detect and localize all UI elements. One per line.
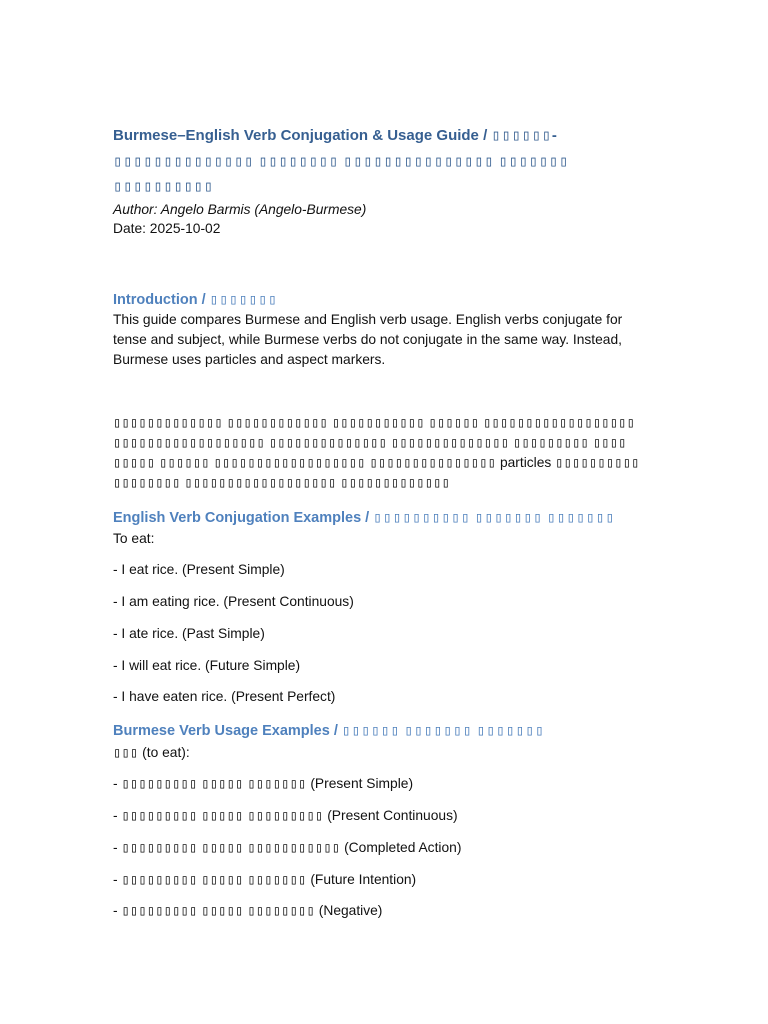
burmese-example-item: - ▯▯▯▯▯▯▯▯▯ ▯▯▯▯▯ ▯▯▯▯▯▯▯▯ (Negative) xyxy=(113,903,383,920)
missing-glyph-run: ▯▯▯▯▯▯▯▯▯▯▯▯▯▯▯▯▯▯ xyxy=(184,475,337,491)
english-example-item: - I have eaten rice. (Present Perfect) xyxy=(113,689,336,705)
document-body xyxy=(113,123,655,921)
missing-glyph-run: ▯▯▯▯▯▯▯ xyxy=(546,509,616,526)
document-title: Burmese–English Verb Conjugation & Usage Guide / ▯▯▯▯▯▯-▯▯▯▯▯▯▯▯▯▯▯▯▯▯ ▯▯▯▯▯▯▯▯ ▯▯▯▯▯▯▯▯▯▯▯▯▯▯▯ ▯▯▯▯▯▯▯ ▯▯▯▯▯▯▯▯▯▯ xyxy=(113,126,570,195)
missing-glyph-run: ▯▯▯▯▯▯▯▯▯▯▯▯▯ xyxy=(113,415,223,431)
heading-english-examples: English Verb Conjugation Examples / ▯▯▯▯▯▯▯▯▯▯ ▯▯▯▯▯▯▯ ▯▯▯▯▯▯▯ xyxy=(113,509,616,526)
missing-glyph-run: ▯▯▯▯▯▯▯▯▯▯ xyxy=(113,177,214,195)
missing-glyph-run: ▯▯▯▯▯▯▯ xyxy=(498,151,570,170)
intro-paragraph-english: This guide compares Burmese and English verb usage. English verbs conjugate for tense and subject, while Burmese verbs do not conjugate in the same way. Instead, Burmese uses particles and aspect markers. xyxy=(113,311,623,367)
english-example-item: - I will eat rice. (Future Simple) xyxy=(113,657,301,673)
missing-glyph-run: ▯▯▯▯▯▯ xyxy=(491,126,552,144)
missing-glyph-run: ▯▯▯▯▯▯▯▯▯ xyxy=(121,808,198,824)
missing-glyph-run: ▯▯▯▯▯▯▯▯ xyxy=(258,151,339,170)
missing-glyph-run: ▯▯▯▯▯▯▯▯▯▯▯▯▯ xyxy=(340,475,451,491)
intro-paragraph-burmese: ▯▯▯▯▯▯▯▯▯▯▯▯▯ ▯▯▯▯▯▯▯▯▯▯▯▯ ▯▯▯▯▯▯▯▯▯▯▯ ▯▯▯▯▯▯ ▯▯▯▯▯▯▯▯▯▯▯▯▯▯▯▯▯▯ ▯▯▯▯▯▯▯▯▯▯▯▯▯▯▯▯▯▯ ▯▯▯▯▯▯▯▯▯▯▯▯▯▯ ▯▯▯▯▯▯▯▯▯▯▯▯▯▯ ▯▯▯▯▯▯▯▯▯ ▯▯▯▯ ▯▯▯▯▯ ▯▯▯▯▯▯ ▯▯▯▯▯▯▯▯▯▯▯▯▯▯▯▯▯▯ ▯▯▯▯▯▯▯▯▯▯▯▯▯▯▯ particles ▯▯▯▯▯▯▯▯▯▯ ▯▯▯▯▯▯▯▯ ▯▯▯▯▯▯▯▯▯▯▯▯▯▯▯▯▯▯ ▯▯▯▯▯▯▯▯▯▯▯▯▯ xyxy=(113,415,640,491)
missing-glyph-run: ▯▯▯▯▯▯▯▯▯▯▯▯▯▯ xyxy=(268,435,388,451)
missing-glyph-run: ▯▯▯▯▯ xyxy=(201,776,244,793)
missing-glyph-run: ▯▯▯▯▯▯▯▯▯▯▯ xyxy=(331,415,425,431)
missing-glyph-run: ▯▯▯▯▯▯▯▯▯▯▯▯▯▯▯ xyxy=(369,455,497,471)
missing-glyph-run: ▯▯▯▯▯▯▯▯▯ xyxy=(121,776,198,793)
missing-glyph-run: ▯▯▯▯▯▯▯▯▯▯▯▯▯▯▯▯▯▯ xyxy=(213,455,366,471)
missing-glyph-run: ▯▯▯▯▯▯▯▯▯▯▯▯▯▯▯▯▯▯ xyxy=(483,415,636,431)
missing-glyph-run: ▯▯▯▯▯ xyxy=(201,808,244,824)
burmese-example-item: - ▯▯▯▯▯▯▯▯▯ ▯▯▯▯▯ ▯▯▯▯▯▯▯▯▯▯▯ (Completed Action) xyxy=(113,839,462,856)
missing-glyph-run: ▯▯▯▯▯▯▯▯▯▯▯▯▯▯ xyxy=(113,151,255,170)
english-example-item: - I eat rice. (Present Simple) xyxy=(113,562,285,578)
missing-glyph-run: ▯▯▯▯▯▯▯▯▯▯▯▯▯▯▯▯▯▯ xyxy=(113,435,265,451)
missing-glyph-run: ▯▯▯▯▯▯▯▯▯▯▯▯▯▯▯ xyxy=(343,151,495,170)
missing-glyph-run: ▯▯▯▯▯▯▯▯▯ xyxy=(121,871,198,888)
heading-burmese-examples: Burmese Verb Usage Examples / ▯▯▯▯▯▯ ▯▯▯▯▯▯▯ ▯▯▯▯▯▯▯ xyxy=(113,722,545,739)
missing-glyph-run: ▯▯▯▯▯▯ xyxy=(341,722,401,739)
missing-glyph-run: ▯▯▯ xyxy=(113,744,139,761)
missing-glyph-run: ▯▯▯▯▯ xyxy=(201,871,244,888)
date-line: Date: 2025-10-02 xyxy=(113,221,221,236)
missing-glyph-run: ▯▯▯▯ xyxy=(592,435,627,451)
burmese-example-item: - ▯▯▯▯▯▯▯▯▯ ▯▯▯▯▯ ▯▯▯▯▯▯▯▯▯ (Present Continuous) xyxy=(113,808,458,824)
missing-glyph-run: ▯▯▯▯▯▯▯ xyxy=(247,871,307,888)
missing-glyph-run: ▯▯▯▯▯▯▯▯ xyxy=(247,903,315,920)
missing-glyph-run: ▯▯▯▯▯▯▯ xyxy=(476,722,545,739)
missing-glyph-run: ▯▯▯▯▯▯▯▯▯▯▯▯ xyxy=(226,415,328,431)
missing-glyph-run: ▯▯▯▯▯ xyxy=(201,903,244,920)
burmese-example-item: - ▯▯▯▯▯▯▯▯▯ ▯▯▯▯▯ ▯▯▯▯▯▯▯ (Present Simple) xyxy=(113,776,414,793)
missing-glyph-run: ▯▯▯▯▯▯▯ xyxy=(247,776,307,793)
missing-glyph-run: ▯▯▯▯▯▯▯▯▯ xyxy=(513,435,589,451)
missing-glyph-run: ▯▯▯▯▯▯▯ xyxy=(474,509,543,526)
missing-glyph-run: ▯▯▯▯▯▯ xyxy=(428,415,480,431)
missing-glyph-run: ▯▯▯▯▯ xyxy=(113,455,156,471)
missing-glyph-run: ▯▯▯▯▯▯▯▯▯ xyxy=(121,903,198,920)
missing-glyph-run: ▯▯▯▯▯ xyxy=(201,839,244,856)
missing-glyph-run: ▯▯▯▯▯▯▯▯▯▯ xyxy=(555,455,640,471)
heading-introduction: Introduction / ▯▯▯▯▯▯▯ xyxy=(113,291,278,308)
missing-glyph-run: ▯▯▯▯▯▯▯▯▯ xyxy=(247,808,324,824)
missing-glyph-run: ▯▯▯▯▯▯▯▯ xyxy=(113,475,181,491)
missing-glyph-run: ▯▯▯▯▯▯ xyxy=(159,455,210,471)
burmese-example-item: - ▯▯▯▯▯▯▯▯▯ ▯▯▯▯▯ ▯▯▯▯▯▯▯ (Future Intention) xyxy=(113,871,417,888)
missing-glyph-run: ▯▯▯▯▯▯▯ xyxy=(209,291,278,308)
missing-glyph-run: ▯▯▯▯▯▯▯▯▯ xyxy=(121,839,198,856)
missing-glyph-run: ▯▯▯▯▯▯▯▯▯▯▯ xyxy=(247,839,341,856)
missing-glyph-run: ▯▯▯▯▯▯▯▯▯▯ xyxy=(373,509,471,526)
author-line: Author: Angelo Barmis (Angelo-Burmese) xyxy=(113,201,367,217)
missing-glyph-run: ▯▯▯▯▯▯▯ xyxy=(404,722,473,739)
missing-glyph-run: ▯▯▯▯▯▯▯▯▯▯▯▯▯▯ xyxy=(390,435,510,451)
burmese-examples-lead: ▯▯▯ (to eat): xyxy=(113,744,190,761)
english-example-item: - I ate rice. (Past Simple) xyxy=(113,625,265,641)
english-examples-lead: To eat: xyxy=(113,530,155,546)
english-example-item: - I am eating rice. (Present Continuous) xyxy=(113,594,354,609)
